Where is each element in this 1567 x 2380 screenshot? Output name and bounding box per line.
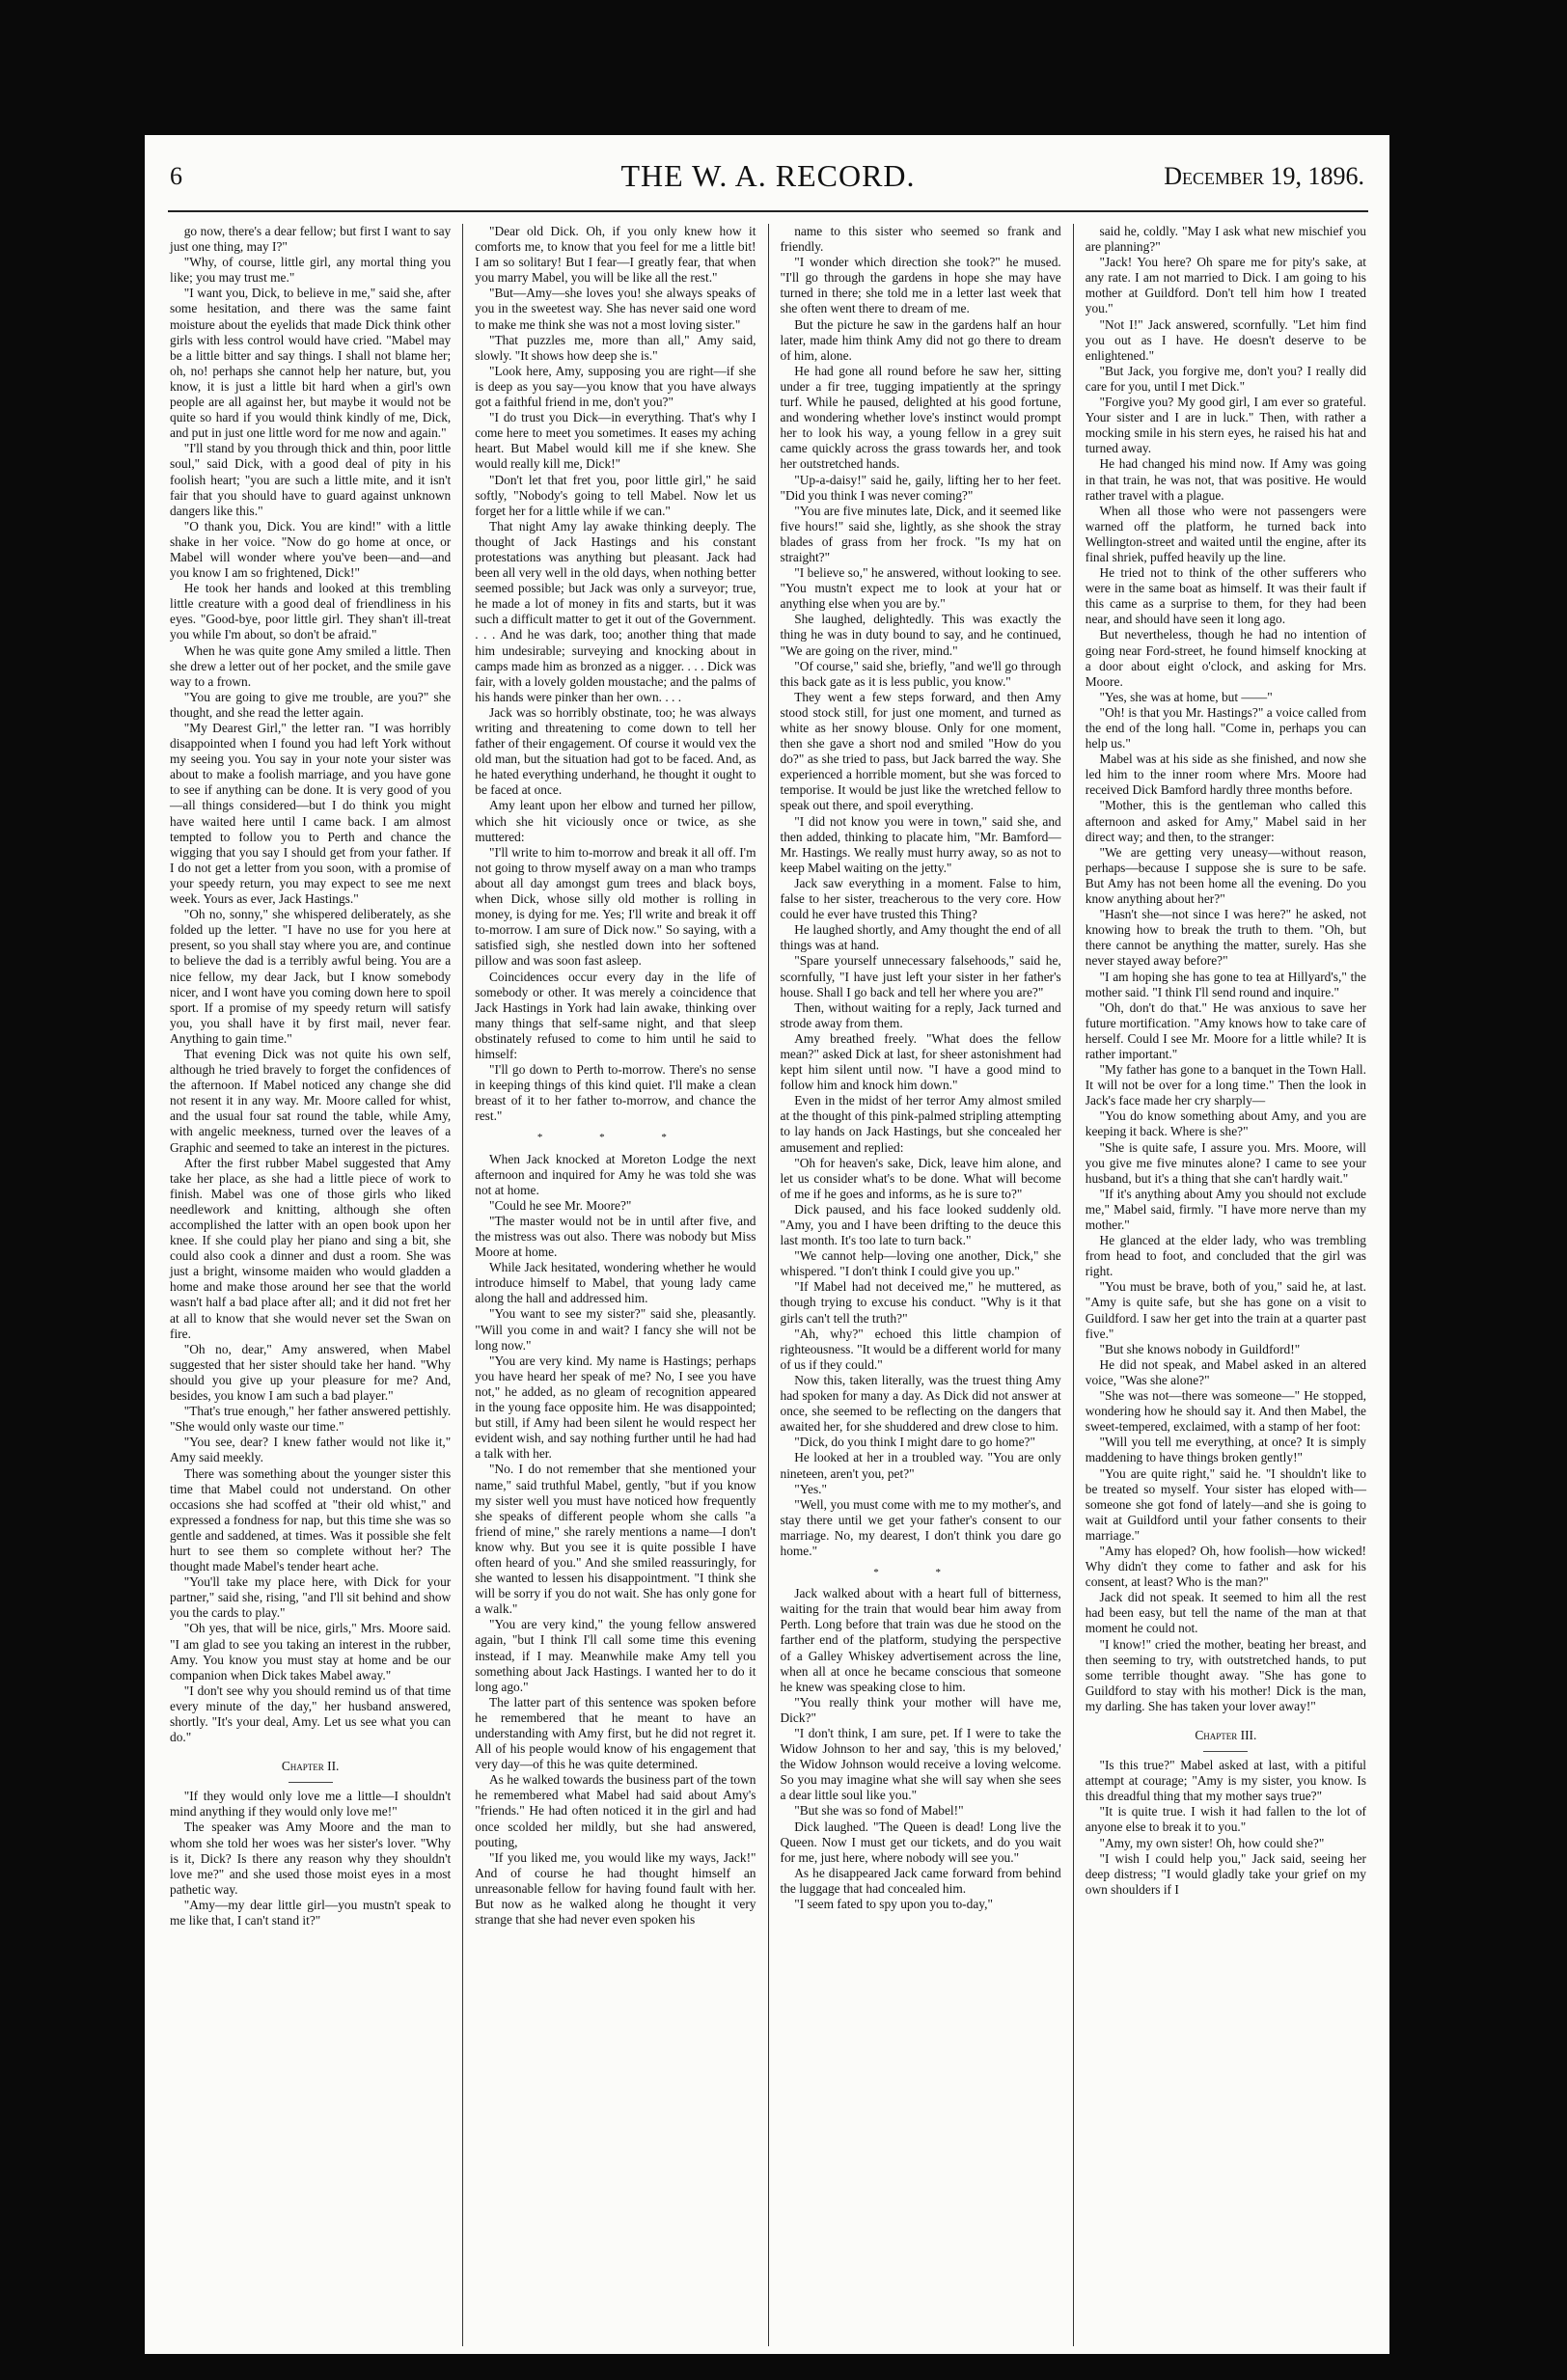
paragraph: After the first rubber Mabel suggested that Amy take her place, as she had a little piece of work to finish. Mabel was one of those girls who liked needlework and knitting, although she often accomplished the latter with an open book upon her knee. If she could play her piano and sing a bit, she could also cook a dinner and dust a room. She was just a bright, winsome maiden who would gladden a home and make those around her see that the world wasn't half a bad place after all; and it did not fret her at all to know that she would never set the Swan on fire.	[170, 1155, 452, 1341]
paragraph: go now, there's a dear fellow; but first I want to say just one thing, may I?"	[170, 224, 452, 255]
paragraph: Jack was so horribly obstinate, too; he was always writing and threatening to come down to tell her father of their engagement. Of course it would vex the old man, but the situation had got to be faced. And, as he hated everything underhand, he thought it ought to be faced at once.	[475, 704, 756, 798]
paragraph: The speaker was Amy Moore and the man to whom she told her woes was her sister's lover. "Why is it, Dick? Is there any reason why they shouldn't love me?" and she used those moist eyes in a most pathetic way.	[170, 1819, 452, 1897]
paragraph: There was something about the younger sister this time that Mabel could not understand. On other occasions she had scoffed at "their old whist," and expressed a fondness for nap, but this time she was so gentle and saddened, at times. Was it possible she felt hurt to see them so complete without her? The thought made Mabel's tender heart ache.	[170, 1465, 452, 1574]
paragraph: While Jack hesitated, wondering whether he would introduce himself to Mabel, that young lady came along the hall and addressed him.	[475, 1260, 756, 1306]
page-number: 6	[170, 162, 182, 190]
paragraph: When all those who were not passengers were warned off the platform, he turned back into Wellington-street and waited until the engine, after its final shriek, puffed heavily up the line.	[1085, 503, 1366, 564]
paragraph: Now this, taken literally, was the truest thing Amy had spoken for many a day. As Dick did not answer at once, she seemed to be reflecting on the dangers that awaited her, for she shuddered and drew close to him.	[780, 1372, 1061, 1435]
paragraph: "If Mabel had not deceived me," he muttered, as though trying to excuse his conduct. "Why is it that girls can't tell the truth?"	[780, 1279, 1061, 1326]
column-4	[1073, 224, 1368, 2346]
paragraph: "Not I!" Jack answered, scornfully. "Let him find you out as I have. He doesn't deserve to be enlightened."	[1085, 316, 1366, 363]
paragraph: "You are very kind," the young fellow answered again, "but I think I'll call some time this evening instead, if I may. Meanwhile make Amy tell you something about Jack Hastings. I wanted her to do it long ago."	[475, 1617, 756, 1694]
paragraph: He had changed his mind now. If Amy was going in that train, he was not, that was positive. He would rather travel with a plague.	[1085, 456, 1366, 503]
paragraph: But nevertheless, though he had no intention of going near Ford-street, he found himself knocking at a door about eight o'clock, and asking for Mrs. Moore.	[1085, 627, 1366, 689]
paragraph: "You are going to give me trouble, are you?" she thought, and she read the letter again.	[170, 689, 452, 720]
paragraph: He glanced at the elder lady, who was trembling from head to foot, and concluded that the girl was right.	[1085, 1233, 1366, 1279]
paragraph: Mabel was at his side as she finished, and now she led him to the inner room where Mrs. Moore had received Dick Bamford hardly three months before.	[1085, 752, 1366, 798]
paragraph: "You are quite right," said he. "I shouldn't like to be treated so myself. Your sister has eloped with—someone she got fond of lately—and she is going to wait at Guildford until your father consents to their marriage."	[1085, 1465, 1366, 1543]
paragraph: They went a few steps forward, and then Amy stood stock still, for just one moment, and turned as white as her snowy blouse. Only for one moment, then she gave a short nod and smiled "How do you do?" as she tried to pass, but Jack barred the way. She experienced a horrible moment, but she was forced to temporise. It would be just like the wretched fellow to speak out there, and spoil everything.	[780, 689, 1061, 813]
paragraph: "If they would only love me a little—I shouldn't mind anything if they would only love me!"	[170, 1789, 452, 1819]
paragraph: "You do know something about Amy, and you are keeping it back. Where is she?"	[1085, 1108, 1366, 1139]
paragraph: "I want you, Dick, to believe in me," said she, after some hesitation, and there was the same faint moisture about the eyelids that made Dick think other girls with less control would have cried. "Mabel may be a little bitter and say things. I shall not blame her; oh, no! perhaps she cannot help her nature, but, you know, it is just a little bit hard when a girl's own people are all against her, but maybe it would not be quite so hard if you would think kindly of me, Dick, and put in just one little word for me now and again."	[170, 286, 452, 441]
paragraph: She laughed, delightedly. This was exactly the thing he was in duty bound to say, and he continued, "We are going on the river, mind."	[780, 612, 1061, 658]
chapter-heading: Chapter II.	[281, 1759, 340, 1774]
paragraph: "Yes, she was at home, but ——"	[1099, 689, 1273, 704]
paragraph: "Don't let that fret you, poor little girl," he said softly, "Nobody's going to tell Mabel. Now let us forget her for a little while if we can."	[475, 472, 756, 518]
paragraph: "I did not know you were in town," said she, and then added, thinking to placate him, "Mr. Bamford—Mr. Hastings. We really must hurry away, so as not to keep Mabel waiting on the jetty."	[780, 813, 1061, 875]
paragraph: That evening Dick was not quite his own self, although he tried bravely to forget the confidences of the afternoon. If Mabel noticed any change she did not resent it in any way. Mr. Moore called for whist, and the usual four sat round the table, while Amy, with angelic meekness, turned over the leaves of a Graphic and seemed to take an interest in the pictures.	[170, 1046, 452, 1155]
paragraph: "But Jack, you forgive me, don't you? I really did care for you, until I met Dick."	[1085, 363, 1366, 394]
paragraph: "But—Amy—she loves you! she always speaks of you in the sweetest way. She has never said one word to make me think she was not a most loving sister."	[475, 286, 756, 332]
paragraph: He looked at her in a troubled way. "You are only nineteen, aren't you, pet?"	[780, 1450, 1061, 1481]
paragraph: "Mother, this is the gentleman who called this afternoon and asked for Amy," Mabel said in her direct way; and then, to the stranger:	[1085, 798, 1366, 844]
paragraph: "You are five minutes late, Dick, and it seemed like five hours!" said she, lightly, as she shook the stray blades of grass from her frock. "Is my hat on straight?"	[780, 503, 1061, 564]
paragraph: "You see, dear? I knew father would not like it," Amy said meekly.	[170, 1435, 452, 1465]
paragraph: "I wish I could help you," Jack said, seeing her deep distress; "I would gladly take your grief on my own shoulders if I	[1085, 1850, 1366, 1897]
paragraph: "No. I do not remember that she mentioned your name," said truthful Mabel, gently, "but if you know my sister well you must have noticed how frequently she speaks of different people whom she calls "a friend of mine," she rarely mentions a name—I don't know why. But you see it is quite possible I have often heard of you." And she smiled reassuringly, for she wanted to lessen his disappointment. "I think she will be sorry if you do not wait. She has only gone for a walk."	[475, 1462, 756, 1617]
paragraph: Amy leant upon her elbow and turned her pillow, which she hit viciously once or twice, as she muttered:	[475, 798, 756, 844]
paragraph: "You must be brave, both of you," said he, at last. "Amy is quite safe, but she has gone on a visit to Guildford. I saw her get into the train at a quarter past five."	[1085, 1279, 1366, 1341]
paragraph: "You want to see my sister?" said she, pleasantly. "Will you come in and wait? I fancy she will not be long now."	[475, 1306, 756, 1353]
paragraph: "That's true enough," her father answered pettishly. "She would only waste our time."	[170, 1404, 452, 1435]
paragraph: That night Amy lay awake thinking deeply. The thought of Jack Hastings and his constant protestations was anything but pleasant. Jack had been all very well in the old days, when nothing better seemed possible; but Jack was only a surveyor; true, he made a lot of money in fits and starts, but it was such a difficult matter to get it out of the Government. . . . And he was dark, too; another thing that made him undesirable; surveying and knocking about in camps made him as bronzed as a nigger. . . . Dick was fair, with a lovely golden moustache; and the palms of his hands were pinker than her own. . . .	[475, 518, 756, 704]
column-1	[168, 224, 462, 2346]
paragraph: "Is this true?" Mabel asked at last, with a pitiful attempt at courage; "Amy is my sister, you know. Is this dreadful thing that my mother says true?"	[1085, 1758, 1366, 1804]
section-separator: * * *	[536, 1132, 694, 1144]
paragraph: "Up-a-daisy!" said he, gaily, lifting her to her feet. "Did you think I was never coming?"	[780, 472, 1061, 503]
paragraph: "Oh! is that you Mr. Hastings?" a voice called from the end of the long hall. "Come in, perhaps you can help us."	[1085, 704, 1366, 752]
paragraph: The latter part of this sentence was spoken before he remembered that he meant to have an understanding with Amy first, but he did not regret it. All of his people would know of his engagement that very day—of this he was quite determined.	[475, 1694, 756, 1772]
column-2	[462, 224, 767, 2346]
paragraph: "It is quite true. I wish it had fallen to the lot of anyone else to break it to you."	[1085, 1804, 1366, 1835]
paragraph: "I'll write to him to-morrow and break it all off. I'm not going to throw myself away on a man who tramps about all day amongst gum trees and black boys, when Dick, whose silly old mother is rolling in money, is dying for me. Yes; I'll write and break it off to-morrow. I am sure of Dick now." So saying, with a satisfied sigh, she nestled down into her softened pillow and was soon fast asleep.	[475, 844, 756, 969]
column-3	[768, 224, 1073, 2346]
paragraph: "Amy, my own sister! Oh, how could she?"	[1099, 1835, 1325, 1850]
paragraph: "If it's anything about Amy you should not exclude me," Mabel said, firmly. "I have more nerve than my mother."	[1085, 1186, 1366, 1232]
paragraph: Dick paused, and his face looked suddenly old. "Amy, you and I have been drifting to the deuce this last month. It's too late to turn back."	[780, 1201, 1061, 1248]
paragraph: "But she knows nobody in Guildford!"	[1099, 1341, 1301, 1356]
paragraph: Even in the midst of her terror Amy almost smiled at the thought of this pink-palmed stripling attempting to lay hands on Jack Hastings, but she concealed her amusement and replied:	[780, 1093, 1061, 1155]
paragraph: "Why, of course, little girl, any mortal thing you like; you may trust me."	[170, 255, 452, 286]
paragraph: "Amy has eloped? Oh, how foolish—how wicked! Why didn't they come to father and ask for his consent, at least? Who is the man?"	[1085, 1543, 1366, 1590]
paragraph: Jack walked about with a heart full of bitterness, waiting for the train that would bear him away from Perth. Long before that train was due he stood on the farther end of the platform, studying the perspective of a Galley Whiskey advertisement across the line, when all at once he became conscious that someone he knew was speaking close to him.	[780, 1586, 1061, 1694]
chapter-rule	[1203, 1751, 1248, 1752]
newspaper-title: THE W. A. RECORD.	[620, 158, 916, 193]
paragraph: "You really think your mother will have me, Dick?"	[780, 1694, 1061, 1725]
paragraph: He took her hands and looked at this trembling little creature with a good deal of friendliness in his eyes. "Good-bye, poor little girl. They shan't ill-treat you while I'm about, so don't be afraid."	[170, 581, 452, 643]
paragraph: "Oh no, sonny," she whispered deliberately, as she folded up the letter. "I have no use for you here at present, so you shall stay where you are, and continue to believe the dad is a terribly awful being. You are a nice fellow, my dear Jack, but I know somebody nicer, and I wont have you coming down here to spoil sport. If a promise of my speedy return will satisfy you, you shall have it by first mail, never fear. Anything to gain time."	[170, 907, 452, 1046]
paragraph: "Oh yes, that will be nice, girls," Mrs. Moore said. "I am glad to see you taking an interest in the rubber, Amy. You know you must stay at home and be our companion when Dick takes Mabel away."	[170, 1621, 452, 1682]
paragraph: Coincidences occur every day in the life of somebody or other. It was merely a coincidence that Jack Hastings in York had lain awake, thinking over many things that self-same night, and that sleep obstinately refused to come to him until he said to himself:	[475, 969, 756, 1061]
paragraph: "I wonder which direction she took?" he mused. "I'll go through the gardens in hope she may have turned in there; she told me in a letter last week that she often went there to dream of me.	[780, 255, 1061, 316]
paragraph: "She is quite safe, I assure you. Mrs. Moore, will you give me five minutes alone? I came to see your husband, but it's a thing that she can't hardly wait."	[1085, 1139, 1366, 1186]
paragraph: "Could he see Mr. Moore?"	[488, 1197, 632, 1213]
paragraph: said he, coldly. "May I ask what new mischief you are planning?"	[1085, 224, 1366, 255]
paragraph: "I am hoping she has gone to tea at Hillyard's," the mother said. "I think I'll send round and inquire."	[1085, 969, 1366, 999]
paragraph: "That puzzles me, more than all," Amy said, slowly. "It shows how deep she is."	[475, 332, 756, 363]
paragraph: "Oh, don't do that." He was anxious to save her future mortification. "Amy knows how to take care of herself. Could I see Mr. Moore for a little while? It is rather important."	[1085, 999, 1366, 1061]
section-separator: * *	[873, 1567, 968, 1579]
paragraph: "Amy—my dear little girl—you mustn't speak to me like that, I can't stand it?"	[170, 1897, 452, 1929]
text-columns	[168, 224, 1368, 2346]
paragraph: "I don't think, I am sure, pet. If I were to take the Widow Johnson to her and say, 'this is my beloved,' the Widow Johnson would receive a loving welcome. So you may imagine what she will say when she sees a dear little soul like you."	[780, 1726, 1061, 1803]
paragraph: "Oh for heaven's sake, Dick, leave him alone, and let us consider what's to be done. What will become of me if he goes and informs, as he is sure to?"	[780, 1155, 1061, 1201]
chapter-heading: Chapter III.	[1195, 1728, 1257, 1742]
paragraph: "I seem fated to spy upon you to-day,"	[794, 1897, 993, 1912]
paragraph: "I know!" cried the mother, beating her breast, and then seeming to try, with outstretched hands, to put some terrible thought away. "She has gone to Guildford to stay with his mother! Dick is the man, my darling. She has taken your lover away!"	[1085, 1636, 1366, 1713]
paragraph: "You are very kind. My name is Hastings; perhaps you have heard her speak of me? No, I see you have not," he added, as no gleam of recognition appeared in the young face opposite him. He was disappointed; but still, if Amy had been silent he would respect her evident wish, and say nothing further until he had had a talk with her.	[475, 1353, 756, 1462]
issue-date: December 19, 1896.	[1164, 162, 1364, 190]
paragraph: "Yes."	[794, 1481, 827, 1496]
paragraph: Jack saw everything in a moment. False to him, false to her sister, treacherous to the very core. How could he ever have trusted this Thing?	[780, 875, 1061, 922]
paragraph: But the picture he saw in the gardens half an hour later, made him think Amy did not go there to dream of him, alone.	[780, 316, 1061, 363]
paragraph: Dick laughed. "The Queen is dead! Long live the Queen. Now I must get our tickets, and do you wait for me, just here, where nobody will see you."	[780, 1819, 1061, 1865]
paragraph: When he was quite gone Amy smiled a little. Then she drew a letter out of her pocket, and the smile gave way to a frown.	[170, 643, 452, 689]
paragraph: "Of course," said she, briefly, "and we'll go through this back gate as it is less public, you know."	[780, 658, 1061, 689]
paragraph: When Jack knocked at Moreton Lodge the next afternoon and inquired for Amy he was told she was not at home.	[475, 1151, 756, 1197]
paragraph: He did not speak, and Mabel asked in an altered voice, "Was she alone?"	[1085, 1356, 1366, 1387]
paragraph: "You'll take my place here, with Dick for your partner," said she, rising, "and I'll sit behind and show you the cards to play."	[170, 1574, 452, 1621]
paragraph: "But she was so fond of Mabel!"	[794, 1803, 964, 1819]
paragraph: "Forgive you? My good girl, I am ever so grateful. Your sister and I are in luck." Then, with rather a mocking smile in his stern eyes, he raised his hat and turned away.	[1085, 395, 1366, 456]
paragraph: "Jack! You here? Oh spare me for pity's sake, at any rate. I am not married to Dick. I am going to his mother at Guildford. Don't tell him how I treated you."	[1085, 255, 1366, 316]
paragraph: "She was not—there was someone—" He stopped, wondering how he should say it. And then Mabel, the sweet-tempered, exclaimed, with a stamp of her foot:	[1085, 1388, 1366, 1435]
paragraph: "My father has gone to a banquet in the Town Hall. It will not be over for a long time." Then the look in Jack's face made her cry sharply—	[1085, 1062, 1366, 1108]
page-header	[168, 156, 1368, 212]
paragraph: He laughed shortly, and Amy thought the end of all things was at hand.	[780, 922, 1061, 953]
paragraph: Jack did not speak. It seemed to him all the rest had been easy, but tell the name of the man at that moment he could not.	[1085, 1590, 1366, 1636]
paragraph: name to this sister who seemed so frank and friendly.	[780, 224, 1061, 255]
paragraph: "I'll go down to Perth to-morrow. There's no sense in keeping things of this kind quiet. I'll make a clean breast of it to her father to-morrow, and chance the rest."	[475, 1062, 756, 1124]
paragraph: "My Dearest Girl," the letter ran. "I was horribly disappointed when I found you had left York without my seeing you. You say in your note your sister was about to make a foolish marriage, and you have gone to see if anything can be done. It is very good of you—all things considered—but I do think you might have waited here until I came back. I am almost tempted to follow you to Perth and chance the wigging that you say I should get from your father. If I do not get a letter from you soon, with a promise of your speedy return, you may expect to see me next week. Yours as ever, Jack Hastings."	[170, 721, 452, 907]
paragraph: "Dear old Dick. Oh, if you only knew how it comforts me, to know that you feel for me a little bit! I am so solitary! But I fear—I greatly fear, that when you marry Mabel, you will be like all the rest."	[475, 224, 756, 286]
paragraph: "Oh no, dear," Amy answered, when Mabel suggested that her sister should take her hand. "Why should you give up your pleasure for me? And, besides, you know I am such a bad player."	[170, 1341, 452, 1404]
paragraph: "If you liked me, you would like my ways, Jack!" And of course he had thought himself an unreasonable fellow for having found fault with her. But now as he walked along he thought it very strange that she had never even spoken his	[475, 1849, 756, 1928]
paragraph: "Dick, do you think I might dare to go home?"	[794, 1435, 1035, 1450]
paragraph: "Will you tell me everything, at once? It is simply maddening to have things broken gently!"	[1085, 1435, 1366, 1465]
paragraph: He tried not to think of the other sufferers who were in the same boat as himself. It was their fault if this came as a surprise to them, for they had been near, and should have seen it long ago.	[1085, 565, 1366, 627]
paragraph: "I'll stand by you through thick and thin, poor little soul," said Dick, with a good deal of pity in his foolish heart; "you are such a little mite, and it isn't fair that you should have to guard against unknown dangers like this."	[170, 441, 452, 518]
paragraph: Then, without waiting for a reply, Jack turned and strode away from them.	[780, 999, 1061, 1030]
chapter-rule	[289, 1782, 333, 1783]
paragraph: "The master would not be in until after five, and the mistress was out also. There was nobody but Miss Moore at home.	[475, 1213, 756, 1260]
paragraph: "Look here, Amy, supposing you are right—if she is deep as you say—you know that you have always got a faithful friend in me, don't you?"	[475, 363, 756, 410]
paragraph: "We cannot help—loving one another, Dick," she whispered. "I don't think I could give you up."	[780, 1248, 1061, 1279]
paragraph: As he disappeared Jack came forward from behind the luggage that had concealed him.	[780, 1865, 1061, 1896]
paragraph: "Hasn't she—not since I was here?" he asked, not knowing how to break the truth to them. "Oh, but there cannot be anything the matter, surely. Has she never stayed away before?"	[1085, 907, 1366, 969]
paragraph: "I believe so," he answered, without looking to see. "You mustn't expect me to look at your hat or anything else when you are by."	[780, 565, 1061, 612]
paragraph: Amy breathed freely. "What does the fellow mean?" asked Dick at last, for sheer astonishment had kept him silent until now. "I have a good mind to follow him and knock him down."	[780, 1030, 1061, 1093]
paragraph: "I don't see why you should remind us of that time every minute of the day," her husband answered, shortly. "It's your deal, Amy. Let us see what you can do."	[170, 1682, 452, 1745]
newspaper-page	[145, 135, 1389, 2354]
paragraph: "I do trust you Dick—in everything. That's why I come here to meet you sometimes. It eases my aching heart. But Mabel would kill me if she knew. She would really kill me, Dick!"	[475, 410, 756, 472]
paragraph: "Spare yourself unnecessary falsehoods," said he, scornfully, "I have just left your sister in her father's house. Shall I go back and tell her where you are?"	[780, 953, 1061, 999]
paragraph: "Ah, why?" echoed this little champion of righteousness. "It would be a different world for many of us if they could."	[780, 1326, 1061, 1372]
paragraph: "Well, you must come with me to my mother's, and stay there until we get your father's consent to our marriage. No, my dearest, I don't think you dare go home."	[780, 1496, 1061, 1558]
paragraph: He had gone all round before he saw her, sitting under a fir tree, tugging impatiently at the springy turf. While he paused, delighted at his good fortune, and wondering whether love's instinct would prompt her to look his way, a young fellow in a grey suit came quickly across the grass towards her, and took her outstretched hands.	[780, 363, 1061, 472]
paragraph: "O thank you, Dick. You are kind!" with a little shake in her voice. "Now do go home at once, or Mabel will wonder where you've been—and—and you know I am so frightened, Dick!"	[170, 518, 452, 581]
paragraph: As he walked towards the business part of the town he remembered what Mabel had said about Amy's "friends." He had often noticed it in the girl and had once scolded her mildly, but she had answered, pouting,	[475, 1772, 756, 1849]
paragraph: "We are getting very uneasy—without reason, perhaps—because I suppose she is sure to be safe. But Amy has not been home all the evening. Do you know anything about her?"	[1085, 844, 1366, 907]
